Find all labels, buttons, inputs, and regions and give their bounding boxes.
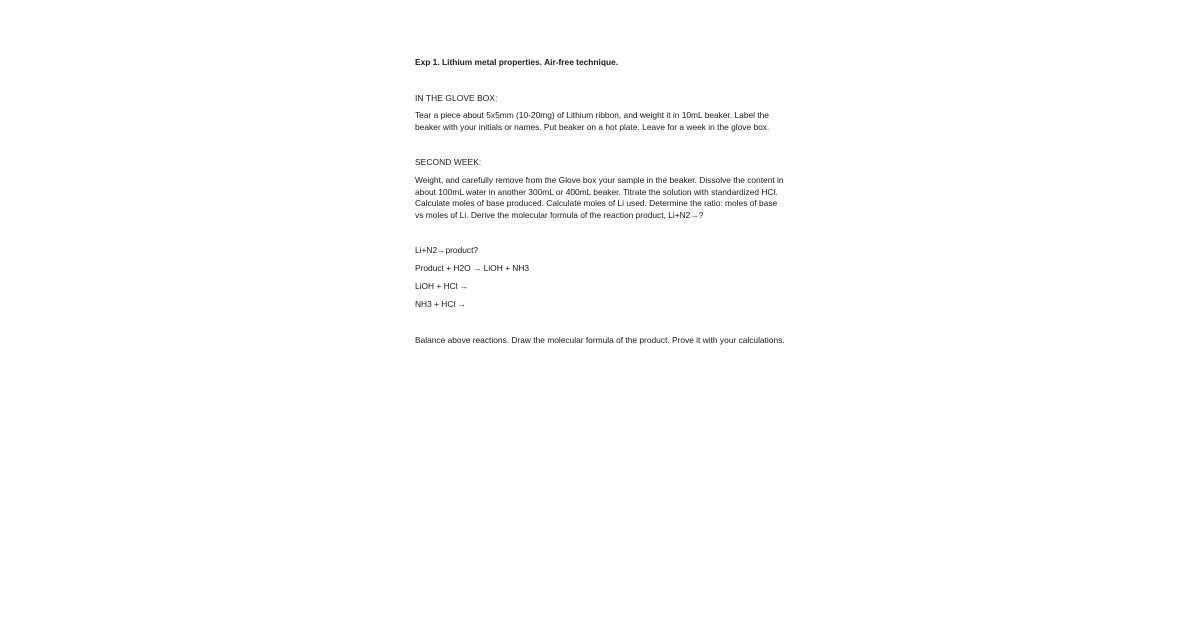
second-week-instructions: Weight, and carefully remove from the Glove box your sample in the beaker. Dissolve the content in about 100mL water in another 300mL or 400mL beaker. Titrate the solution with standardized HCl. Calculate moles of base produced. Calculate moles of Li used. Determine the ratio: moles of base vs moles of Li. Derive the molecular formula of the reaction product, Li+N2→? xyxy=(415,175,784,220)
experiment-title: Exp 1. Lithium metal properties. Air-free technique. xyxy=(415,57,619,67)
reaction-line-1: Li+N2→product? xyxy=(415,245,479,255)
closing-instructions: Balance above reactions. Draw the molecular formula of the product. Prove it with your calculations. xyxy=(415,335,785,345)
reaction-line-4: NH3 + HCl → xyxy=(415,299,466,309)
second-week-heading: SECOND WEEK: xyxy=(415,157,482,167)
reaction-line-3: LiOH + HCl → xyxy=(415,281,469,291)
reaction-line-2: Product + H2O → LiOH + NH3 xyxy=(415,263,530,273)
glove-box-heading: IN THE GLOVE BOX: xyxy=(415,93,498,103)
glove-box-instructions: Tear a piece about 5x5mm (10-20mg) of Lithium ribbon, and weight it in 10mL beaker. Label the beaker with your initials or names. Put beaker on a hot plate. Leave for a week in the glove box. xyxy=(415,110,770,132)
